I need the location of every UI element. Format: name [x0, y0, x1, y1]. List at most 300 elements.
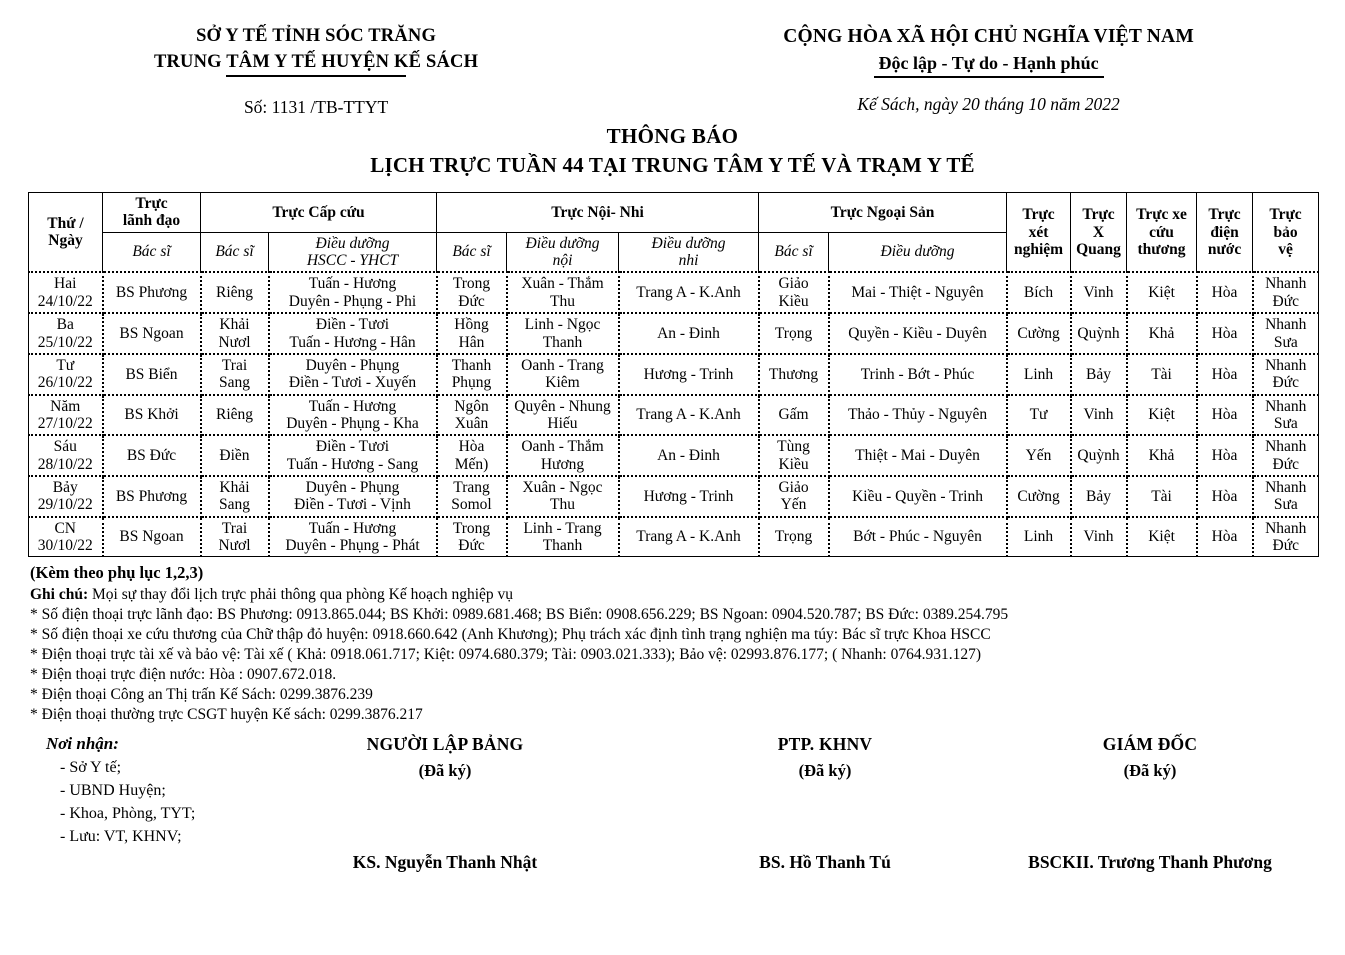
- cell-line: Thu: [550, 292, 575, 310]
- cell-driver: [1127, 354, 1197, 395]
- cell-lab: [1007, 354, 1071, 395]
- cell-security: [1253, 517, 1319, 557]
- general-note-label: Ghi chú:: [30, 586, 89, 604]
- col-utilities: Trực điện nước: [1197, 193, 1253, 273]
- cell-leader: [103, 476, 201, 517]
- cell-line: Hương - Trinh: [643, 365, 734, 383]
- cell-line: Điền - Tươi: [315, 438, 390, 456]
- cell-line: Vinh: [1083, 528, 1114, 546]
- cell-line: Điền - Tươi: [315, 316, 390, 334]
- cell-surgery-nurse: [829, 313, 1007, 354]
- cell-line: Nươl: [218, 537, 251, 555]
- cell-line: Linh - Ngọc: [524, 316, 601, 334]
- cell-pediatric-nurse: [619, 517, 759, 557]
- duty-roster-table: [28, 192, 1319, 557]
- cell-xray: [1071, 476, 1127, 517]
- signature-column-deputy-head: [690, 734, 960, 873]
- subcol-internal-doctor: Bác sĩ: [437, 232, 507, 272]
- cell-line: Trọng: [774, 528, 813, 546]
- cell-line: Kiều - Quyền - Trinh: [852, 487, 983, 505]
- cell-line: Sưa: [1273, 414, 1298, 432]
- cell-line: Ngôn: [454, 397, 489, 415]
- cell-day: [29, 395, 103, 436]
- subcol-surgery-nurse: Điều dưỡng: [829, 232, 1007, 272]
- cell-line: 28/10/22: [37, 455, 93, 473]
- col-leader-group: Trực lãnh đạo: [103, 193, 201, 233]
- cell-line: 29/10/22: [37, 496, 93, 514]
- cell-line: Thanh: [451, 356, 492, 374]
- cell-line: Đức: [1272, 537, 1300, 555]
- cell-line: Tư: [1029, 406, 1048, 424]
- cell-utilities: [1197, 395, 1253, 436]
- cell-emergency-nurse: [269, 395, 437, 436]
- cell-line: Nhanh: [1265, 479, 1307, 497]
- cell-surgery-doctor: [759, 272, 829, 313]
- cell-line: CN: [54, 519, 77, 537]
- signature-column-preparer: [300, 734, 590, 873]
- cell-internal-nurse: [507, 272, 619, 313]
- cell-xray: [1071, 313, 1127, 354]
- cell-line: Giảo: [778, 479, 809, 497]
- cell-pediatric-nurse: [619, 435, 759, 476]
- cell-surgery-doctor: [759, 517, 829, 557]
- cell-line: Nhanh: [1265, 356, 1307, 374]
- cell-emergency-doctor: [201, 272, 269, 313]
- recipients-list: [46, 759, 195, 846]
- cell-driver: [1127, 313, 1197, 354]
- table-row: [29, 395, 1319, 436]
- cell-line: Hồng: [454, 316, 489, 334]
- cell-line: Xuân - Thắm: [521, 275, 604, 293]
- cell-line: Thảo - Thủy - Nguyên: [847, 406, 988, 424]
- cell-line: Oanh - Thắm: [521, 438, 604, 456]
- title-block: [0, 124, 1345, 178]
- cell-line: Đức: [1272, 292, 1300, 310]
- subcol-leader-doctor: Bác sĩ: [103, 232, 201, 272]
- cell-line: BS Ngoan: [119, 324, 184, 342]
- cell-xray: [1071, 354, 1127, 395]
- cell-line: Phụng: [451, 374, 492, 392]
- cell-line: Tư: [56, 356, 75, 374]
- cell-lab: [1007, 435, 1071, 476]
- cell-internal-nurse: [507, 354, 619, 395]
- cell-line: Đức: [458, 292, 485, 310]
- cell-security: [1253, 395, 1319, 436]
- center-name-text: TRUNG TÂM Y TẾ HUYỆN KẾ SÁCH: [153, 52, 479, 72]
- cell-line: Hân: [458, 333, 485, 351]
- issuing-organization-block: [0, 26, 632, 118]
- department-name: SỞ Y TẾ TỈNH SÓC TRĂNG: [196, 26, 437, 46]
- cell-line: Duyên - Phụng - Kha: [286, 414, 419, 432]
- col-ambulance: Trực xe cứu thương: [1127, 193, 1197, 273]
- contact-note-line: * Điện thoại trực điện nước: Hòa : 0907.672.018.: [30, 666, 337, 684]
- cell-line: 27/10/22: [37, 414, 93, 432]
- cell-line: Bớt - Phúc - Nguyên: [853, 528, 982, 546]
- cell-line: Sáu: [53, 438, 77, 456]
- cell-xray: [1071, 435, 1127, 476]
- contact-note-line: * Điện thoại thường trực CSGT huyện Kế sách: 0299.3876.217: [30, 706, 423, 724]
- cell-line: Duyên - Phụng: [305, 479, 400, 497]
- cell-line: Đức: [1272, 455, 1300, 473]
- contact-note-line: * Số điện thoại xe cứu thương của Chữ thập đỏ huyện: 0918.660.642 (Anh Khương); Phụ trách xác định tình trạng nghiện ma túy: Bác sĩ trực Khoa HSCC: [30, 626, 991, 644]
- cell-driver: [1127, 272, 1197, 313]
- cell-utilities: [1197, 476, 1253, 517]
- cell-internal-nurse: [507, 517, 619, 557]
- cell-line: Đức: [1272, 374, 1300, 392]
- contact-note-line: * Điện thoại Công an Thị trấn Kế Sách: 0299.3876.239: [30, 686, 373, 704]
- cell-line: Bích: [1023, 284, 1054, 302]
- cell-line: Khả: [1148, 446, 1175, 464]
- cell-line: Năm: [50, 397, 81, 415]
- signature-name: KS. Nguyễn Thanh Nhật: [352, 852, 538, 873]
- cell-internal-nurse: [507, 435, 619, 476]
- cell-security: [1253, 272, 1319, 313]
- col-day: Thứ / Ngày: [29, 193, 103, 273]
- cell-line: Trai: [221, 519, 248, 537]
- place-and-date: Kế Sách, ngày 20 tháng 10 năm 2022: [857, 94, 1120, 114]
- signature-role: NGƯỜI LẬP BẢNG: [366, 734, 524, 755]
- cell-line: Trang A - K.Anh: [636, 284, 741, 302]
- cell-line: Điền - Tươi - Vịnh: [294, 496, 411, 514]
- general-note: [30, 586, 1345, 604]
- contact-note-line: * Điện thoại trực tài xế và bảo vệ: Tài xế ( Khả: 0918.061.717; Kiệt: 0974.680.379; Tài: 0903.021.333); Bảo vệ: 02993.876.177; ( Nhanh: 0764.931.127): [30, 646, 982, 664]
- cell-line: Hòa: [1211, 487, 1238, 505]
- col-emergency-group: Trực Cấp cứu: [201, 193, 437, 233]
- cell-surgery-doctor: [759, 435, 829, 476]
- cell-line: Nhanh: [1265, 316, 1307, 334]
- cell-internal-doctor: [437, 476, 507, 517]
- cell-line: Hiếu: [547, 414, 578, 432]
- table-row: [29, 313, 1319, 354]
- cell-line: Sang: [219, 496, 250, 514]
- cell-line: Vinh: [1083, 284, 1114, 302]
- cell-line: BS Biển: [125, 365, 178, 383]
- general-note-text: Mọi sự thay đổi lịch trực phải thông qua phòng Kế hoạch nghiệp vụ: [88, 586, 514, 604]
- cell-line: Kiệt: [1148, 528, 1175, 546]
- subcol-surgery-doctor: Bác sĩ: [759, 232, 829, 272]
- cell-line: Xuân - Ngọc: [522, 479, 603, 497]
- cell-emergency-doctor: [201, 354, 269, 395]
- col-surgery-obstetrics-group: Trực Ngoại Sản: [759, 193, 1007, 233]
- cell-line: Trang: [453, 479, 490, 497]
- cell-driver: [1127, 395, 1197, 436]
- cell-lab: [1007, 272, 1071, 313]
- cell-line: Thiệt - Mai - Duyên: [855, 446, 980, 464]
- cell-internal-nurse: [507, 476, 619, 517]
- cell-lab: [1007, 517, 1071, 557]
- cell-leader: [103, 395, 201, 436]
- cell-line: Linh: [1023, 528, 1054, 546]
- cell-emergency-nurse: [269, 517, 437, 557]
- cell-driver: [1127, 517, 1197, 557]
- cell-xray: [1071, 272, 1127, 313]
- cell-day: [29, 313, 103, 354]
- cell-emergency-doctor: [201, 313, 269, 354]
- recipient-item: - UBND Huyện;: [60, 782, 166, 800]
- cell-surgery-nurse: [829, 272, 1007, 313]
- cell-line: Khả: [1148, 324, 1175, 342]
- cell-emergency-doctor: [201, 395, 269, 436]
- document-header: [0, 0, 1345, 118]
- cell-line: Kiệt: [1148, 406, 1175, 424]
- cell-day: [29, 517, 103, 557]
- cell-xray: [1071, 517, 1127, 557]
- roster-table-wrapper: [28, 192, 1318, 557]
- subcol-pediatric-nurse: Điều dưỡng nhi: [619, 232, 759, 272]
- cell-line: Linh - Trang: [523, 519, 602, 537]
- cell-line: Linh: [1023, 365, 1054, 383]
- cell-line: 30/10/22: [37, 537, 93, 555]
- cell-line: Quyền - Kiều - Duyên: [848, 324, 987, 342]
- cell-pediatric-nurse: [619, 395, 759, 436]
- cell-driver: [1127, 435, 1197, 476]
- cell-emergency-doctor: [201, 476, 269, 517]
- signature-role: GIÁM ĐỐC: [1102, 734, 1198, 755]
- cell-line: Mai - Thiệt - Nguyên: [851, 284, 984, 302]
- cell-emergency-nurse: [269, 476, 437, 517]
- cell-line: Duyên - Phụng - Phi: [288, 292, 417, 310]
- cell-line: BS Ngoan: [119, 528, 184, 546]
- cell-line: Đức: [458, 537, 485, 555]
- cell-line: Trinh - Bớt - Phúc: [860, 365, 975, 383]
- cell-line: Hòa: [1211, 406, 1238, 424]
- cell-line: 26/10/22: [37, 374, 93, 392]
- contact-note-list: [30, 606, 1345, 724]
- recipient-item: - Lưu: VT, KHNV;: [60, 828, 182, 846]
- cell-leader: [103, 435, 201, 476]
- cell-pediatric-nurse: [619, 272, 759, 313]
- cell-line: Xuân: [454, 414, 489, 432]
- cell-line: BS Phương: [115, 487, 188, 505]
- recipient-item: - Sở Y tế;: [60, 759, 122, 777]
- cell-surgery-doctor: [759, 313, 829, 354]
- cell-line: Kiêm: [545, 374, 580, 392]
- cell-line: Hòa: [1211, 528, 1238, 546]
- cell-line: 24/10/22: [37, 292, 93, 310]
- cell-security: [1253, 435, 1319, 476]
- cell-pediatric-nurse: [619, 476, 759, 517]
- cell-driver: [1127, 476, 1197, 517]
- cell-surgery-doctor: [759, 395, 829, 436]
- cell-line: Trọng: [774, 324, 813, 342]
- cell-lab: [1007, 476, 1071, 517]
- cell-pediatric-nurse: [619, 354, 759, 395]
- national-heading-block: [632, 26, 1345, 118]
- cell-line: An - Đinh: [657, 324, 720, 342]
- cell-line: Bảy: [1086, 487, 1112, 505]
- cell-surgery-doctor: [759, 476, 829, 517]
- cell-line: Kiều: [778, 292, 809, 310]
- cell-line: Tài: [1151, 365, 1172, 383]
- cell-line: Trang A - K.Anh: [636, 406, 741, 424]
- cell-line: Hòa: [1211, 446, 1238, 464]
- cell-internal-doctor: [437, 395, 507, 436]
- cell-line: Cường: [1017, 487, 1060, 505]
- page-title: THÔNG BÁO: [606, 124, 739, 148]
- national-motto-text: Độc lập - Tự do - Hạnh phúc: [878, 53, 1099, 73]
- cell-xray: [1071, 395, 1127, 436]
- cell-surgery-nurse: [829, 354, 1007, 395]
- col-internal-pediatric-group: Trực Nội- Nhi: [437, 193, 759, 233]
- cell-line: Nhanh: [1265, 397, 1307, 415]
- cell-line: Sang: [219, 374, 250, 392]
- cell-line: Cường: [1017, 324, 1060, 342]
- cell-line: Tùng: [777, 438, 810, 456]
- subcol-emergency-doctor: Bác sĩ: [201, 232, 269, 272]
- cell-line: Thu: [550, 496, 575, 514]
- table-head: [29, 193, 1319, 273]
- cell-line: An - Đinh: [657, 446, 720, 464]
- cell-lab: [1007, 313, 1071, 354]
- cell-line: Hương - Trinh: [643, 487, 734, 505]
- signature-section: [0, 734, 1345, 904]
- signature-signed-mark: (Đã ký): [418, 761, 472, 781]
- cell-line: Thanh: [542, 333, 583, 351]
- cell-line: Tài: [1151, 487, 1172, 505]
- cell-line: Quyên - Nhung: [514, 397, 611, 415]
- cell-utilities: [1197, 313, 1253, 354]
- cell-line: Oanh - Trang: [521, 356, 604, 374]
- col-lab: Trực xét nghiệm: [1007, 193, 1071, 273]
- cell-leader: [103, 272, 201, 313]
- table-row: [29, 517, 1319, 557]
- cell-leader: [103, 517, 201, 557]
- contact-note-line: * Số điện thoại trực lãnh đạo: BS Phương: 0913.865.044; BS Khởi: 0989.681.468; BS Biển: 0908.656.229; BS Ngoan: 0904.520.787; BS Đức: 0389.254.795: [30, 606, 1009, 624]
- cell-line: Tuấn - Hương - Hân: [289, 333, 416, 351]
- cell-line: Sưa: [1273, 496, 1298, 514]
- cell-leader: [103, 354, 201, 395]
- signature-name: BSCKII. Trương Thanh Phương: [1028, 852, 1272, 873]
- cell-line: Giảo: [778, 275, 809, 293]
- cell-line: Hòa: [1211, 284, 1238, 302]
- cell-surgery-nurse: [829, 517, 1007, 557]
- cell-utilities: [1197, 435, 1253, 476]
- cell-line: Trong: [452, 275, 491, 293]
- cell-line: Nhanh: [1265, 519, 1307, 537]
- cell-security: [1253, 313, 1319, 354]
- page-subtitle: LỊCH TRỰC TUẦN 44 TẠI TRUNG TÂM Y TẾ VÀ TRẠM Y TẾ: [370, 153, 975, 177]
- table-row: [29, 435, 1319, 476]
- cell-utilities: [1197, 272, 1253, 313]
- cell-emergency-nurse: [269, 435, 437, 476]
- cell-line: Hòa: [1211, 324, 1238, 342]
- cell-line: BS Đức: [126, 446, 177, 464]
- cell-emergency-nurse: [269, 272, 437, 313]
- table-body: [29, 272, 1319, 557]
- underline-rule: [874, 76, 1104, 78]
- cell-line: BS Khởi: [124, 406, 179, 424]
- cell-security: [1253, 354, 1319, 395]
- cell-line: BS Phương: [115, 284, 188, 302]
- cell-line: Khải: [219, 316, 250, 334]
- signature-signed-mark: (Đã ký): [798, 761, 852, 781]
- cell-line: Nươl: [218, 333, 251, 351]
- cell-line: Thanh: [542, 537, 583, 555]
- cell-internal-doctor: [437, 354, 507, 395]
- cell-line: Điền: [219, 446, 250, 464]
- table-row: [29, 476, 1319, 517]
- cell-line: Vinh: [1083, 406, 1114, 424]
- subcol-internal-nurse: Điều dưỡng nội: [507, 232, 619, 272]
- cell-line: Yến: [780, 496, 807, 514]
- cell-surgery-nurse: [829, 476, 1007, 517]
- cell-surgery-doctor: [759, 354, 829, 395]
- cell-line: Quỳnh: [1077, 446, 1120, 464]
- cell-emergency-doctor: [201, 435, 269, 476]
- cell-internal-doctor: [437, 517, 507, 557]
- cell-line: 25/10/22: [37, 333, 93, 351]
- cell-line: Yến: [1025, 446, 1052, 464]
- cell-line: Thương: [768, 365, 819, 383]
- cell-line: Nhanh: [1265, 438, 1307, 456]
- attachment-note: (Kèm theo phụ lục 1,2,3): [30, 563, 204, 583]
- cell-line: Bảy: [1086, 365, 1112, 383]
- signature-column-director: [990, 734, 1310, 873]
- col-security: Trực bảo vệ: [1253, 193, 1319, 273]
- cell-line: Điền - Tươi - Xuyến: [288, 374, 417, 392]
- notes-section: [30, 563, 1345, 724]
- cell-lab: [1007, 395, 1071, 436]
- cell-line: Riêng: [215, 406, 254, 424]
- cell-emergency-doctor: [201, 517, 269, 557]
- national-title: CỘNG HÒA XÃ HỘI CHỦ NGHĨA VIỆT NAM: [783, 26, 1194, 47]
- cell-day: [29, 435, 103, 476]
- document-number: Số: 1131 /TB-TTYT: [243, 97, 389, 117]
- cell-surgery-nurse: [829, 435, 1007, 476]
- signature-role: PTP. KHNV: [777, 734, 873, 755]
- cell-line: Tuấn - Hương - Sang: [286, 455, 419, 473]
- cell-line: Hòa: [458, 438, 485, 456]
- cell-utilities: [1197, 517, 1253, 557]
- cell-line: Trong: [452, 519, 491, 537]
- cell-line: Tuấn - Hương: [308, 275, 397, 293]
- cell-line: Duyên - Phụng: [305, 356, 400, 374]
- cell-line: Khải: [219, 479, 250, 497]
- underline-rule: [226, 75, 406, 77]
- cell-internal-doctor: [437, 313, 507, 354]
- cell-line: Sưa: [1273, 333, 1298, 351]
- recipient-item: - Khoa, Phòng, TYT;: [60, 805, 196, 823]
- cell-leader: [103, 313, 201, 354]
- cell-line: Trang A - K.Anh: [636, 528, 741, 546]
- cell-line: Quỳnh: [1077, 324, 1120, 342]
- cell-line: Mến): [454, 455, 489, 473]
- cell-internal-doctor: [437, 435, 507, 476]
- table-row: [29, 354, 1319, 395]
- cell-line: Somol: [451, 496, 492, 514]
- header-row-group: [29, 193, 1319, 233]
- cell-line: Bảy: [52, 479, 78, 497]
- cell-day: [29, 476, 103, 517]
- cell-line: Nhanh: [1265, 275, 1307, 293]
- cell-security: [1253, 476, 1319, 517]
- cell-line: Ba: [56, 316, 74, 334]
- cell-utilities: [1197, 354, 1253, 395]
- cell-day: [29, 272, 103, 313]
- recipients-title: Nơi nhận:: [46, 734, 119, 754]
- cell-line: Hòa: [1211, 365, 1238, 383]
- cell-line: Kiệt: [1148, 284, 1175, 302]
- cell-line: Gấm: [778, 406, 809, 424]
- cell-line: Kiều: [778, 455, 809, 473]
- cell-emergency-nurse: [269, 354, 437, 395]
- cell-line: Tuấn - Hương: [308, 397, 397, 415]
- signature-name: BS. Hồ Thanh Tú: [759, 852, 891, 873]
- cell-line: Tuấn - Hương: [308, 519, 397, 537]
- cell-line: Hương: [540, 455, 585, 473]
- cell-internal-nurse: [507, 313, 619, 354]
- signature-signed-mark: (Đã ký): [1123, 761, 1177, 781]
